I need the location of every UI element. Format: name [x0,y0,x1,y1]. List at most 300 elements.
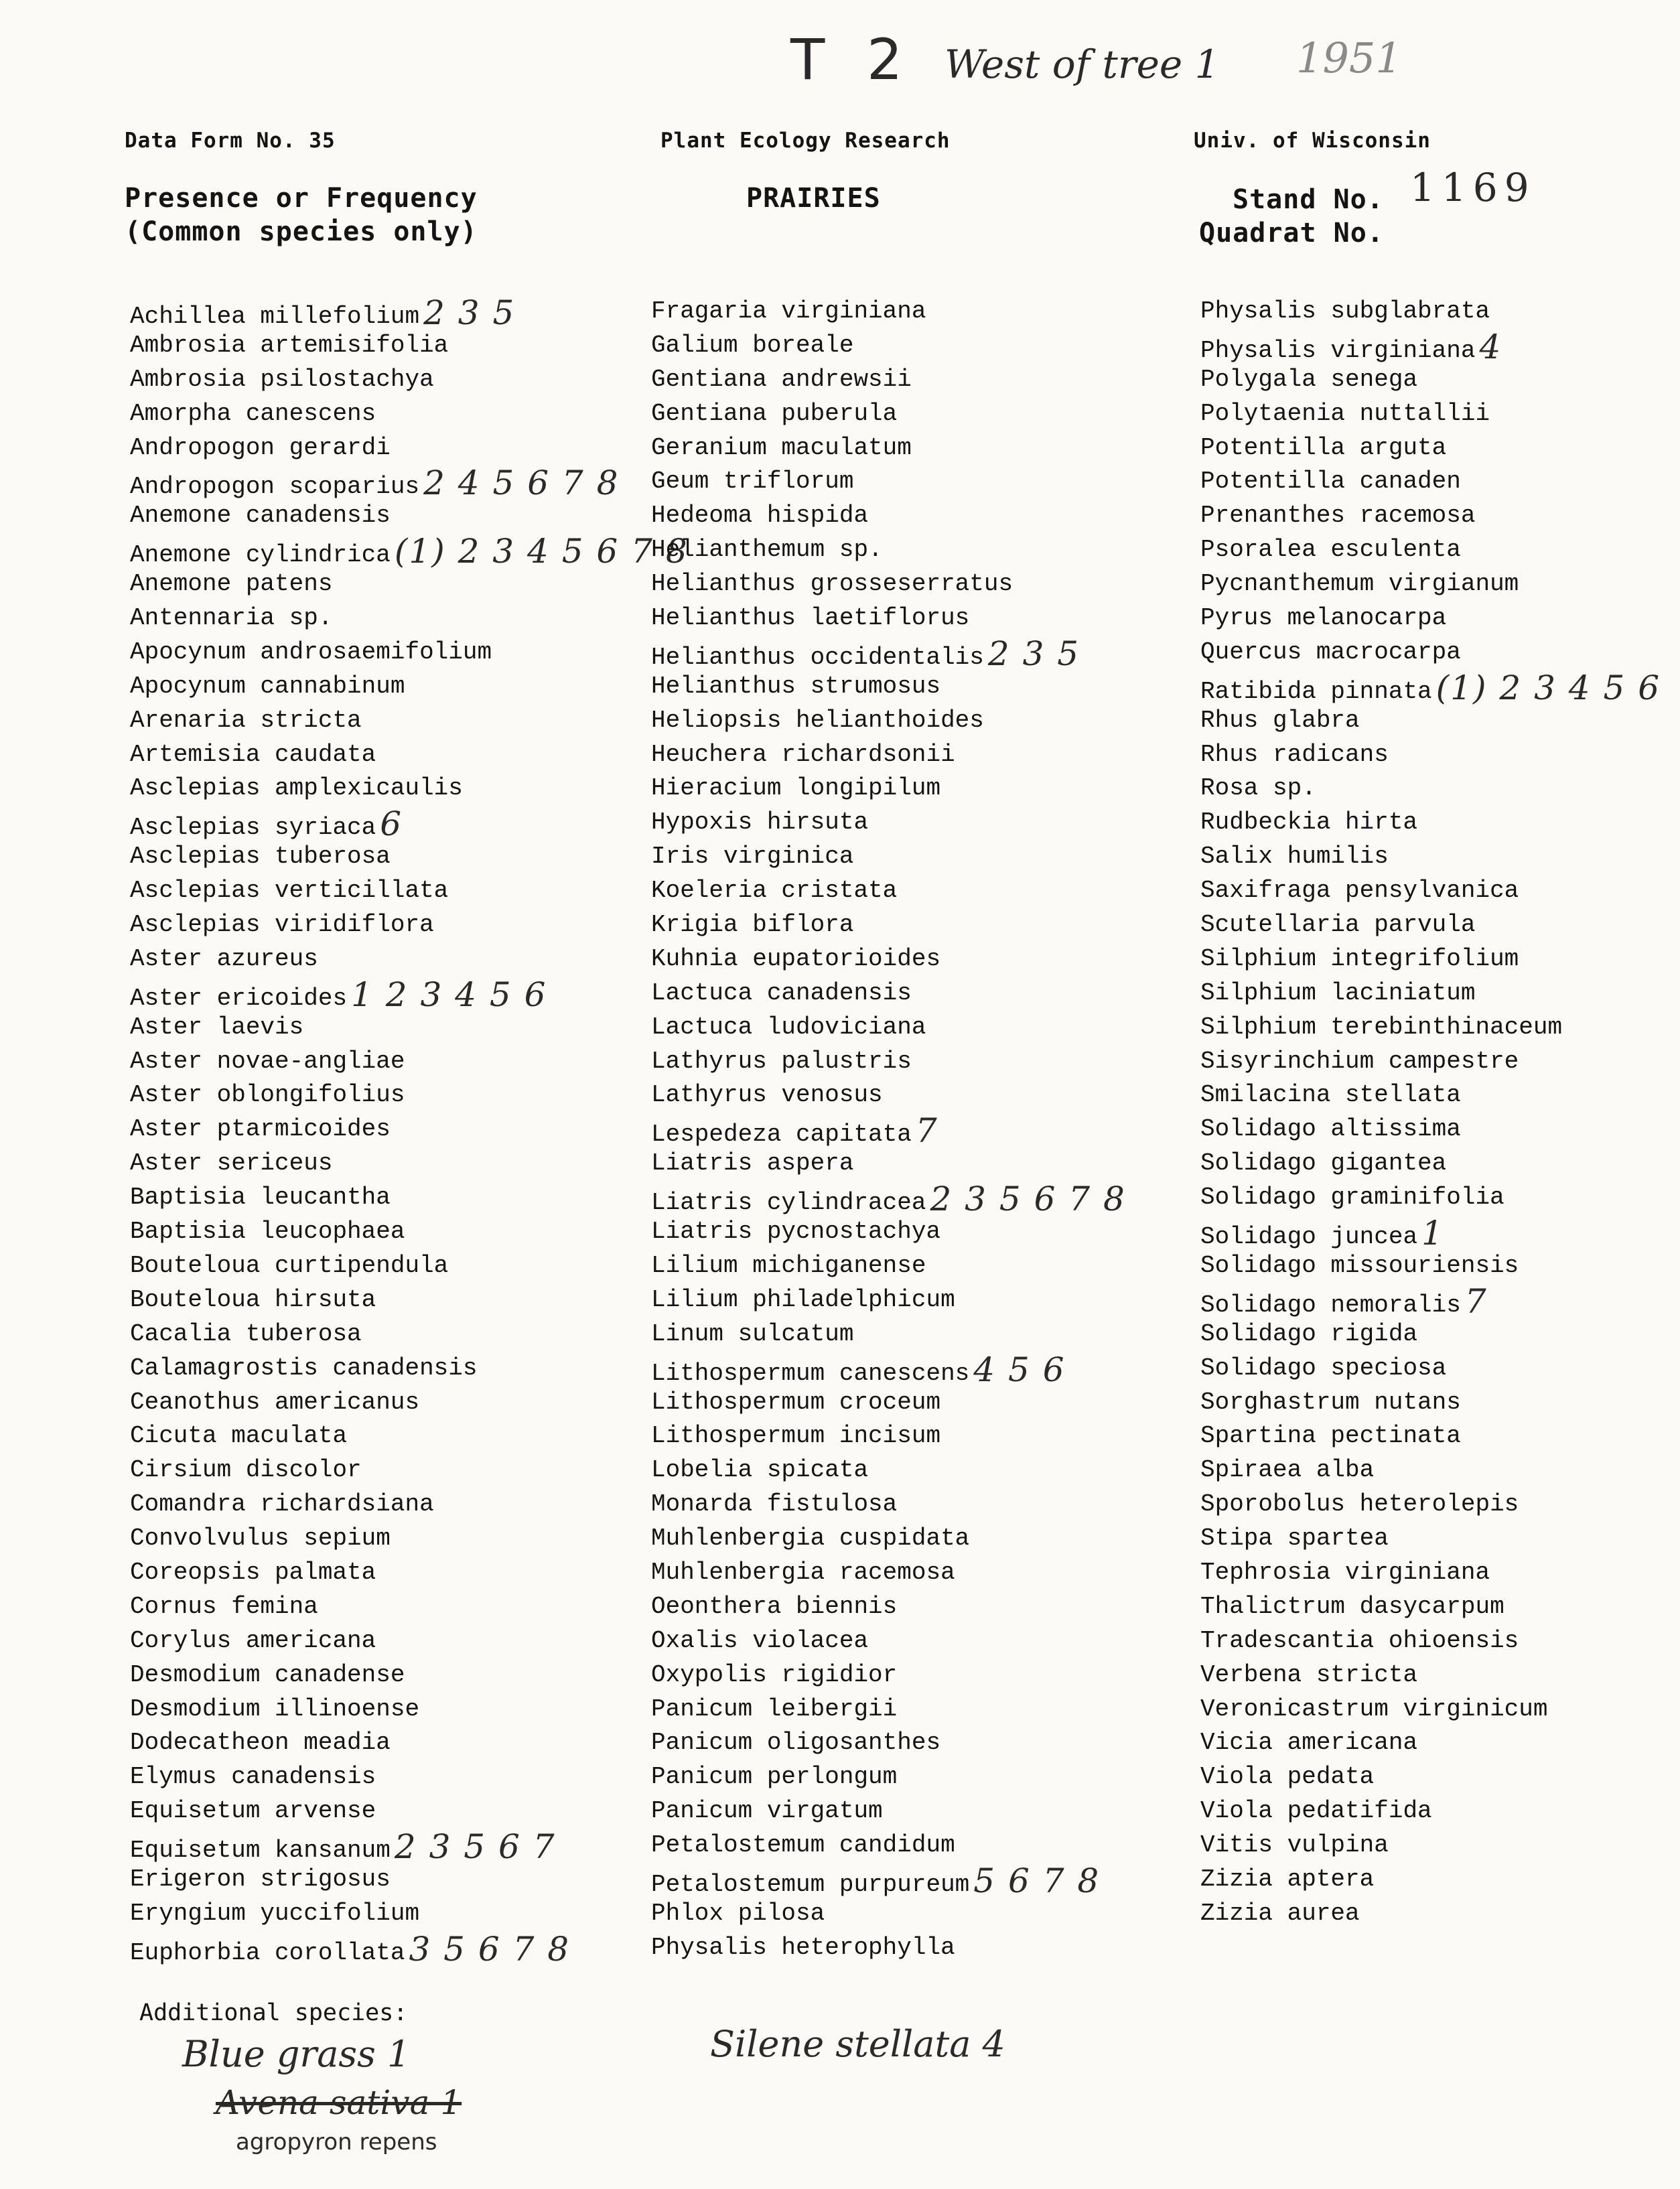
species-row [651,329,1126,363]
species-row [130,567,689,602]
species-name: Rhus radicans [1200,740,1389,768]
species-name: Dodecatheon meadia [130,1729,391,1757]
species-name: Potentilla canaden [1200,468,1461,496]
quadrat-marks: 5 6 7 8 [973,1861,1101,1900]
species-name: Pycnanthemum virgianum [1200,570,1519,598]
species-name: Prenanthes racemosa [1200,502,1476,530]
species-row [130,804,689,844]
species-name: Calamagrostis canadensis [130,1354,478,1382]
species-name: Muhlenbergia cuspidata [651,1525,970,1553]
species-row [1200,465,1661,499]
species-row [651,1111,1126,1151]
species-name: Vitis vulpina [1200,1831,1389,1859]
species-row [130,1522,689,1556]
species-row [651,1318,1126,1352]
species-row [1200,1897,1661,1931]
species-row [130,602,689,636]
species-row [1200,533,1661,567]
quadrat-marks: 7 [1464,1281,1488,1321]
quadrat-marks: 4 5 6 [973,1350,1066,1389]
species-name: Anemone patens [130,570,333,598]
species-row [130,738,689,772]
quadrat-label: Quadrat No. [1199,218,1384,249]
species-row [1200,1011,1661,1045]
species-row [130,1419,689,1454]
species-name: Helianthus grosseserratus [651,570,1013,598]
species-name: Cicuta maculata [130,1422,348,1450]
species-row [651,1658,1126,1693]
species-name: Lilium philadelphicum [651,1285,955,1314]
species-row [651,397,1126,431]
quadrat-marks: 3 5 6 7 8 [409,1929,571,1969]
handwritten-location: West of tree 1 [944,42,1220,87]
species-row [1200,1658,1661,1693]
species-name: Viola pedatifida [1200,1797,1432,1825]
species-row [1200,567,1661,602]
species-name: Psoralea esculenta [1200,536,1461,564]
species-name: Oxalis violacea [651,1626,869,1654]
species-name: Polygala senega [1200,365,1418,393]
species-row [651,634,1126,673]
species-name: Desmodium canadense [130,1661,405,1689]
species-row [1200,908,1661,942]
handwritten-plot-id: T 2 [790,27,915,92]
species-row [1200,636,1661,670]
species-name: Bouteloua curtipendula [130,1251,449,1279]
species-row [651,1350,1126,1389]
species-row [130,1726,689,1760]
species-name: Lathyrus venosus [651,1081,883,1109]
species-row [1200,1863,1661,1897]
species-row [651,533,1126,567]
species-name: Krigia biflora [651,911,854,939]
species-row [651,1419,1126,1454]
measure-line-1: Presence or Frequency [125,183,478,214]
species-name: Cirsium discolor [130,1456,362,1484]
additional-entry-2: Silene stellata 4 [710,2023,1005,2065]
species-name: Erigeron strigosus [130,1865,391,1893]
stand-label: Stand No. [1233,184,1384,215]
species-row [651,908,1126,942]
species-row [651,977,1126,1011]
species-name: Amorpha canescens [130,399,376,427]
species-name: Equisetum kansanum [130,1837,391,1865]
form-number: Data Form No. 35 [125,129,336,153]
species-row [130,1693,689,1727]
species-row [130,1181,689,1215]
species-name: Lithospermum croceum [651,1388,941,1416]
species-name: Quercus macrocarpa [1200,638,1461,666]
species-name: Silphium terebinthinaceum [1200,1013,1563,1041]
species-name: Panicum leibergii [651,1695,898,1723]
species-name: Anemone cylindrica [130,541,391,569]
species-row [130,329,689,363]
species-name: Muhlenbergia racemosa [651,1558,955,1586]
species-name: Ambrosia psilostachya [130,365,434,393]
species-name: Coreopsis palmata [130,1558,376,1586]
species-name: Physalis subglabrata [1200,297,1490,325]
quadrat-marks: 1 [1421,1214,1444,1253]
species-row [651,1386,1126,1420]
species-row [1200,1590,1661,1624]
species-row [1200,1318,1661,1352]
species-column-3 [1200,295,1661,1931]
species-row [130,1011,689,1045]
species-name: Corylus americana [130,1626,376,1654]
species-name: Helianthemum sp. [651,536,883,564]
species-name: Potentilla arguta [1200,433,1447,462]
species-name: Artemisia caudata [130,740,376,768]
species-name: Lilium michiganense [651,1251,926,1279]
species-row [1200,327,1661,366]
species-row [130,397,689,431]
species-name: Oeonthera biennis [651,1592,898,1620]
quadrat-marks: 7 [915,1111,938,1151]
species-name: Lactuca ludoviciana [651,1013,926,1041]
species-row [651,363,1126,397]
species-name: Thalictrum dasycarpum [1200,1592,1504,1620]
handwritten-year: 1951 [1296,33,1402,82]
species-row [130,1590,689,1624]
species-row [651,1829,1126,1863]
species-name: Achillea millefolium [130,303,420,330]
species-row [651,942,1126,977]
species-row [1200,772,1661,806]
species-row [651,1861,1126,1900]
species-name: Scutellaria parvula [1200,911,1476,939]
species-name: Arenaria stricta [130,706,362,734]
species-name: Convolvulus sepium [130,1525,391,1553]
species-name: Rudbeckia hirta [1200,808,1418,837]
species-row [1200,1829,1661,1863]
species-row [651,1011,1126,1045]
species-row [130,1624,689,1658]
species-name: Lithospermum canescens [651,1359,970,1387]
additional-entry-4: agropyron repens [236,2129,437,2156]
species-name: Aster sericeus [130,1149,333,1178]
species-row [1200,1522,1661,1556]
species-name: Liatris aspera [651,1149,854,1178]
species-row [651,1078,1126,1113]
species-row [1200,1249,1661,1283]
species-name: Asclepias tuberosa [130,843,391,871]
species-row [1200,840,1661,874]
species-row [130,363,689,397]
species-row [651,567,1126,602]
species-name: Geum triflorum [651,468,854,496]
species-row [130,1283,689,1318]
species-name: Euphorbia corollata [130,1938,405,1967]
species-name: Petalostemum purpureum [651,1870,970,1898]
species-row [651,1794,1126,1829]
species-name: Panicum virgatum [651,1797,883,1825]
species-name: Iris virginica [651,843,854,871]
species-row [130,908,689,942]
species-name: Solidago gigantea [1200,1149,1447,1178]
species-row [1200,1147,1661,1181]
species-row [651,874,1126,908]
species-row [1200,806,1661,840]
species-row [130,874,689,908]
species-name: Asclepias amplexicaulis [130,774,463,802]
species-name: Baptisia leucophaea [130,1218,405,1246]
species-row [651,704,1126,738]
quadrat-marks: (1) 2 3 4 5 6 [1436,668,1661,707]
species-row [651,1147,1126,1181]
organization: Plant Ecology Research [660,129,951,153]
quadrat-marks: 2 3 5 [423,293,516,332]
stand-number: 1169 [1410,165,1536,210]
species-name: Monarda fistulosa [651,1490,898,1519]
species-row [651,1726,1126,1760]
species-name: Panicum oligosanthes [651,1729,941,1757]
species-name: Viola pedata [1200,1763,1375,1791]
species-row [130,1318,689,1352]
species-name: Silphium integrifolium [1200,944,1519,973]
species-row [1200,1281,1661,1321]
species-row [1200,1419,1661,1454]
species-row [1200,1488,1661,1522]
species-name: Solidago juncea [1200,1223,1418,1251]
species-row [651,1215,1126,1249]
institution: Univ. of Wisconsin [1194,129,1431,153]
species-row [130,1929,689,1969]
species-name: Heliopsis helianthoides [651,706,984,734]
species-name: Antennaria sp. [130,604,333,632]
species-row [651,1180,1126,1219]
species-name: Sorghastrum nutans [1200,1388,1461,1416]
species-row [130,532,689,571]
species-name: Geranium maculatum [651,433,912,462]
species-name: Hieracium longipilum [651,774,941,802]
additional-entry-3: Avena sativa 1 [216,2083,462,2122]
species-row [130,499,689,533]
species-row [130,1113,689,1147]
species-name: Rhus glabra [1200,706,1360,734]
species-row [130,1556,689,1590]
species-row [130,1827,689,1867]
species-name: Aster ptarmicoides [130,1115,391,1143]
quadrat-marks: 2 4 5 6 7 8 [423,464,620,503]
species-name: Helianthus laetiflorus [651,604,970,632]
species-name: Asclepias viridiflora [130,911,434,939]
species-row [1200,738,1661,772]
species-name: Physalis heterophylla [651,1933,955,1961]
species-name: Sisyrinchium campestre [1200,1047,1519,1075]
quadrat-marks: 2 3 5 6 7 [394,1827,556,1867]
species-name: Lathyrus palustris [651,1047,912,1075]
species-column-2 [651,295,1126,1965]
species-name: Spartina pectinata [1200,1422,1461,1450]
species-row [1200,874,1661,908]
species-name: Hedeoma hispida [651,502,869,530]
species-name: Comandra richardsiana [130,1490,434,1519]
species-row [1200,1214,1661,1253]
species-name: Smilacina stellata [1200,1081,1461,1109]
species-row [651,1454,1126,1488]
species-name: Apocynum androsaemifolium [130,638,492,666]
measure-line-2: (Common species only) [125,216,478,247]
species-row [651,499,1126,533]
species-name: Aster laevis [130,1013,304,1041]
species-row [651,1931,1126,1965]
species-row [130,293,689,332]
species-row [1200,1760,1661,1794]
species-row [1200,431,1661,466]
species-row [130,1863,689,1897]
species-row [651,670,1126,704]
species-name: Stipa spartea [1200,1525,1389,1553]
species-name: Liatris cylindracea [651,1189,926,1217]
species-row [130,670,689,704]
species-column-1 [130,293,689,1969]
species-name: Linum sulcatum [651,1320,854,1348]
species-name: Aster ericoides [130,984,348,1012]
species-row [651,806,1126,840]
species-row [651,602,1126,636]
species-name: Spiraea alba [1200,1456,1375,1484]
species-name: Ambrosia artemisifolia [130,331,449,359]
species-row [1200,1794,1661,1829]
species-name: Lactuca canadensis [651,979,912,1007]
species-name: Andropogon gerardi [130,433,391,462]
species-name: Solidago speciosa [1200,1354,1447,1382]
species-row [651,1590,1126,1624]
quadrat-marks: 1 2 3 4 5 6 [351,975,547,1014]
community-title: PRAIRIES [746,183,881,214]
species-row [1200,1624,1661,1658]
species-row [651,1522,1126,1556]
species-name: Lithospermum incisum [651,1422,941,1450]
species-name: Gentiana puberula [651,399,898,427]
species-row [651,295,1126,329]
species-name: Cacalia tuberosa [130,1320,362,1348]
species-row [1200,704,1661,738]
quadrat-marks: 6 [380,804,403,844]
species-name: Kuhnia eupatorioides [651,944,941,973]
species-name: Eryngium yuccifolium [130,1899,420,1927]
additional-entry-1: Blue grass 1 [182,2033,411,2075]
species-name: Aster azureus [130,944,318,973]
species-name: Pyrus melanocarpa [1200,604,1447,632]
species-row [1200,397,1661,431]
species-name: Gentiana andrewsii [651,365,912,393]
species-row [651,772,1126,806]
species-name: Asclepias verticillata [130,877,449,905]
species-row [130,1897,689,1931]
species-row [1200,1693,1661,1727]
species-name: Phlox pilosa [651,1899,825,1927]
additional-species-label: Additional species: [139,1999,408,2026]
species-row [651,1693,1126,1727]
species-name: Panicum perlongum [651,1763,898,1791]
species-row [651,1249,1126,1283]
species-row [130,704,689,738]
species-row [1200,295,1661,329]
species-row [130,1386,689,1420]
species-name: Petalostemum candidum [651,1831,955,1859]
species-row [651,1760,1126,1794]
species-row [651,431,1126,466]
species-name: Solidago missouriensis [1200,1251,1519,1279]
species-row [130,431,689,466]
species-row [651,1897,1126,1931]
species-row [1200,1556,1661,1590]
species-row [130,975,689,1014]
species-name: Ratibida pinnata [1200,677,1432,705]
species-name: Veronicastrum virginicum [1200,1695,1548,1723]
species-name: Asclepias syriaca [130,814,376,842]
species-name: Solidago rigida [1200,1320,1418,1348]
species-name: Liatris pycnostachya [651,1218,941,1246]
species-row [651,1045,1126,1079]
species-name: Helianthus occidentalis [651,643,984,671]
species-name: Fragaria virginiana [651,297,926,325]
species-name: Vicia americana [1200,1729,1418,1757]
species-row [651,840,1126,874]
species-row [1200,942,1661,977]
species-row [130,772,689,806]
species-name: Aster oblongifolius [130,1081,405,1109]
species-row [130,1488,689,1522]
species-name: Equisetum arvense [130,1797,376,1825]
species-name: Elymus canadensis [130,1763,376,1791]
species-row [1200,1045,1661,1079]
quadrat-marks: (1) 2 3 4 5 6 7 8 [394,532,689,571]
species-row [130,1760,689,1794]
species-row [651,738,1126,772]
species-row [130,1352,689,1386]
species-name: Tradescantia ohioensis [1200,1626,1519,1654]
species-name: Lobelia spicata [651,1456,869,1484]
species-name: Heuchera richardsonii [651,740,955,768]
species-row [130,1658,689,1693]
species-row [130,942,689,977]
species-row [1200,1078,1661,1113]
species-row [130,840,689,874]
species-row [130,1249,689,1283]
species-name: Silphium laciniatum [1200,979,1476,1007]
species-name: Baptisia leucantha [130,1184,391,1212]
species-name: Saxifraga pensylvanica [1200,877,1519,905]
species-row [130,1794,689,1829]
species-name: Solidago nemoralis [1200,1291,1461,1319]
species-row [1200,1386,1661,1420]
species-row [1200,602,1661,636]
species-name: Anemone canadensis [130,502,391,530]
species-row [130,464,689,503]
species-name: Polytaenia nuttallii [1200,399,1490,427]
species-name: Oxypolis rigidior [651,1661,898,1689]
species-row [1200,363,1661,397]
species-row [1200,1113,1661,1147]
species-row [1200,977,1661,1011]
species-row [651,465,1126,499]
species-name: Rosa sp. [1200,774,1316,802]
species-name: Aster novae-angliae [130,1047,405,1075]
species-name: Andropogon scoparius [130,473,420,501]
species-row [130,636,689,670]
species-name: Physalis virginiana [1200,336,1476,364]
species-name: Salix humilis [1200,843,1389,871]
species-name: Lespedeza capitata [651,1121,912,1149]
species-name: Sporobolus heterolepis [1200,1490,1519,1519]
species-row [130,1147,689,1181]
species-row [651,1283,1126,1318]
species-name: Zizia aptera [1200,1865,1375,1893]
species-row [651,1556,1126,1590]
species-name: Hypoxis hirsuta [651,808,869,837]
